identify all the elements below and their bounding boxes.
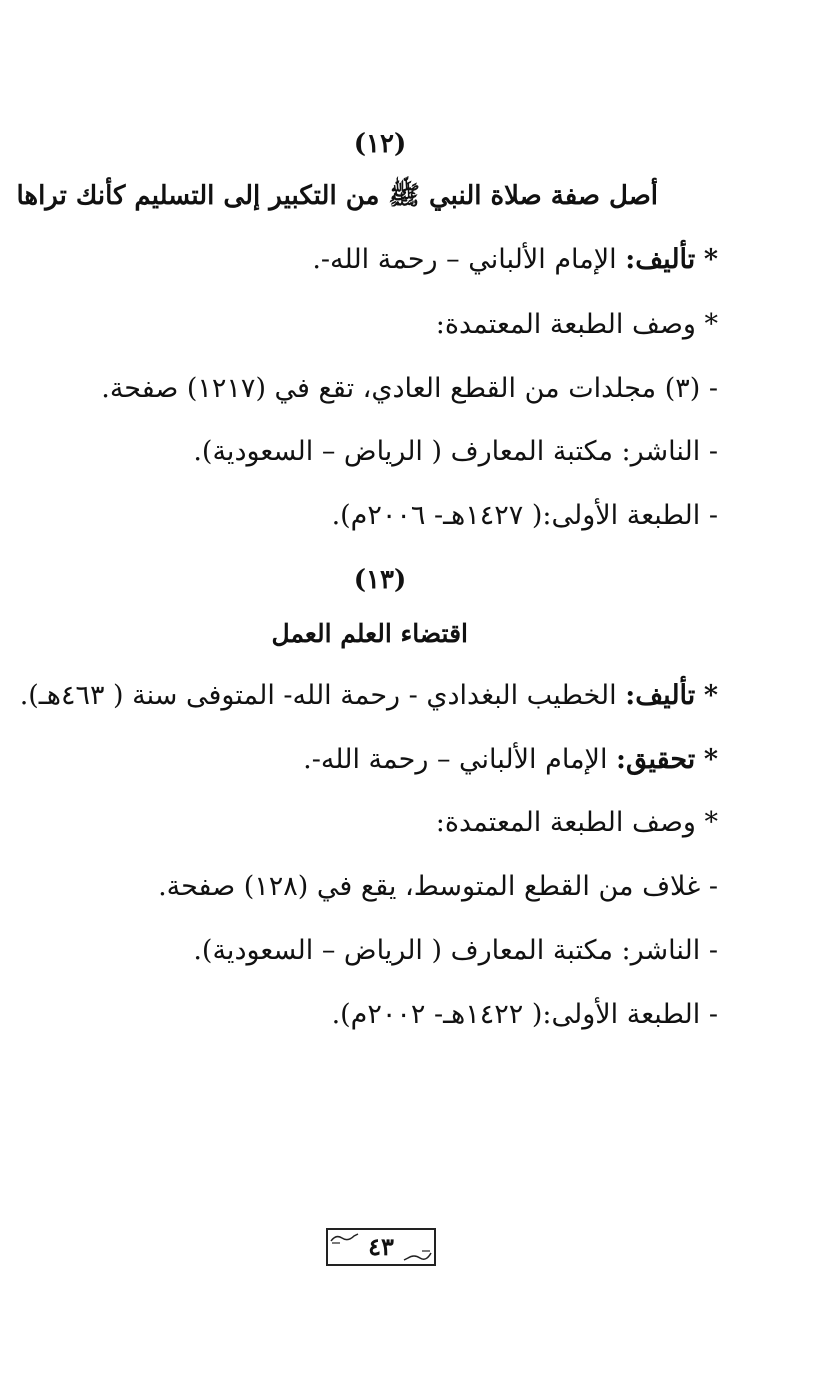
bullet-star: *	[703, 680, 718, 711]
edition-first-print: - الطبعة الأولى:( ١٤٢٢هـ- ٢٠٠٢م).	[331, 999, 718, 1030]
page-number: ٤٣	[368, 1232, 394, 1261]
edition-publisher: - الناشر: مكتبة المعارف ( الرياض – السعودية).	[193, 935, 718, 966]
entry-number: (١٣)	[353, 565, 407, 595]
page-number-box	[326, 1228, 436, 1266]
edition-cover: - غلاف من القطع المتوسط، يقع في (١٢٨) صفحة.	[158, 871, 718, 902]
entry-number: (١٢)	[353, 129, 407, 159]
book-title: اقتضاء العلم العمل	[271, 619, 468, 648]
edition-heading: * وصف الطبعة المعتمدة:	[435, 309, 718, 340]
edition-first-print: - الطبعة الأولى:( ١٤٢٧هـ- ٢٠٠٦م).	[331, 500, 718, 531]
editor-line	[303, 740, 718, 780]
author-label: تأليف:	[625, 680, 696, 711]
edition-heading: * وصف الطبعة المعتمدة:	[435, 807, 718, 838]
author-line	[312, 240, 718, 280]
editor-label: تحقيق:	[616, 744, 696, 775]
author-text: الإمام الألباني – رحمة الله-.	[312, 244, 617, 275]
author-label: تأليف:	[625, 244, 696, 275]
editor-text: الإمام الألباني – رحمة الله-.	[303, 744, 608, 775]
edition-volumes: - (٣) مجلدات من القطع العادي، تقع في (١٢١٧) صفحة.	[101, 373, 718, 404]
book-title: أصل صفة صلاة النبي ﷺ من التكبير إلى التسليم كأنك تراها	[16, 181, 658, 211]
author-line	[20, 676, 718, 716]
edition-publisher: - الناشر: مكتبة المعارف ( الرياض – السعودية).	[193, 436, 718, 467]
ornament-icon	[402, 1250, 432, 1262]
bullet-star: *	[703, 744, 718, 775]
author-text: الخطيب البغدادي - رحمة الله- المتوفى سنة ( ٤٦٣هـ).	[19, 680, 617, 711]
bullet-star: *	[703, 244, 718, 275]
